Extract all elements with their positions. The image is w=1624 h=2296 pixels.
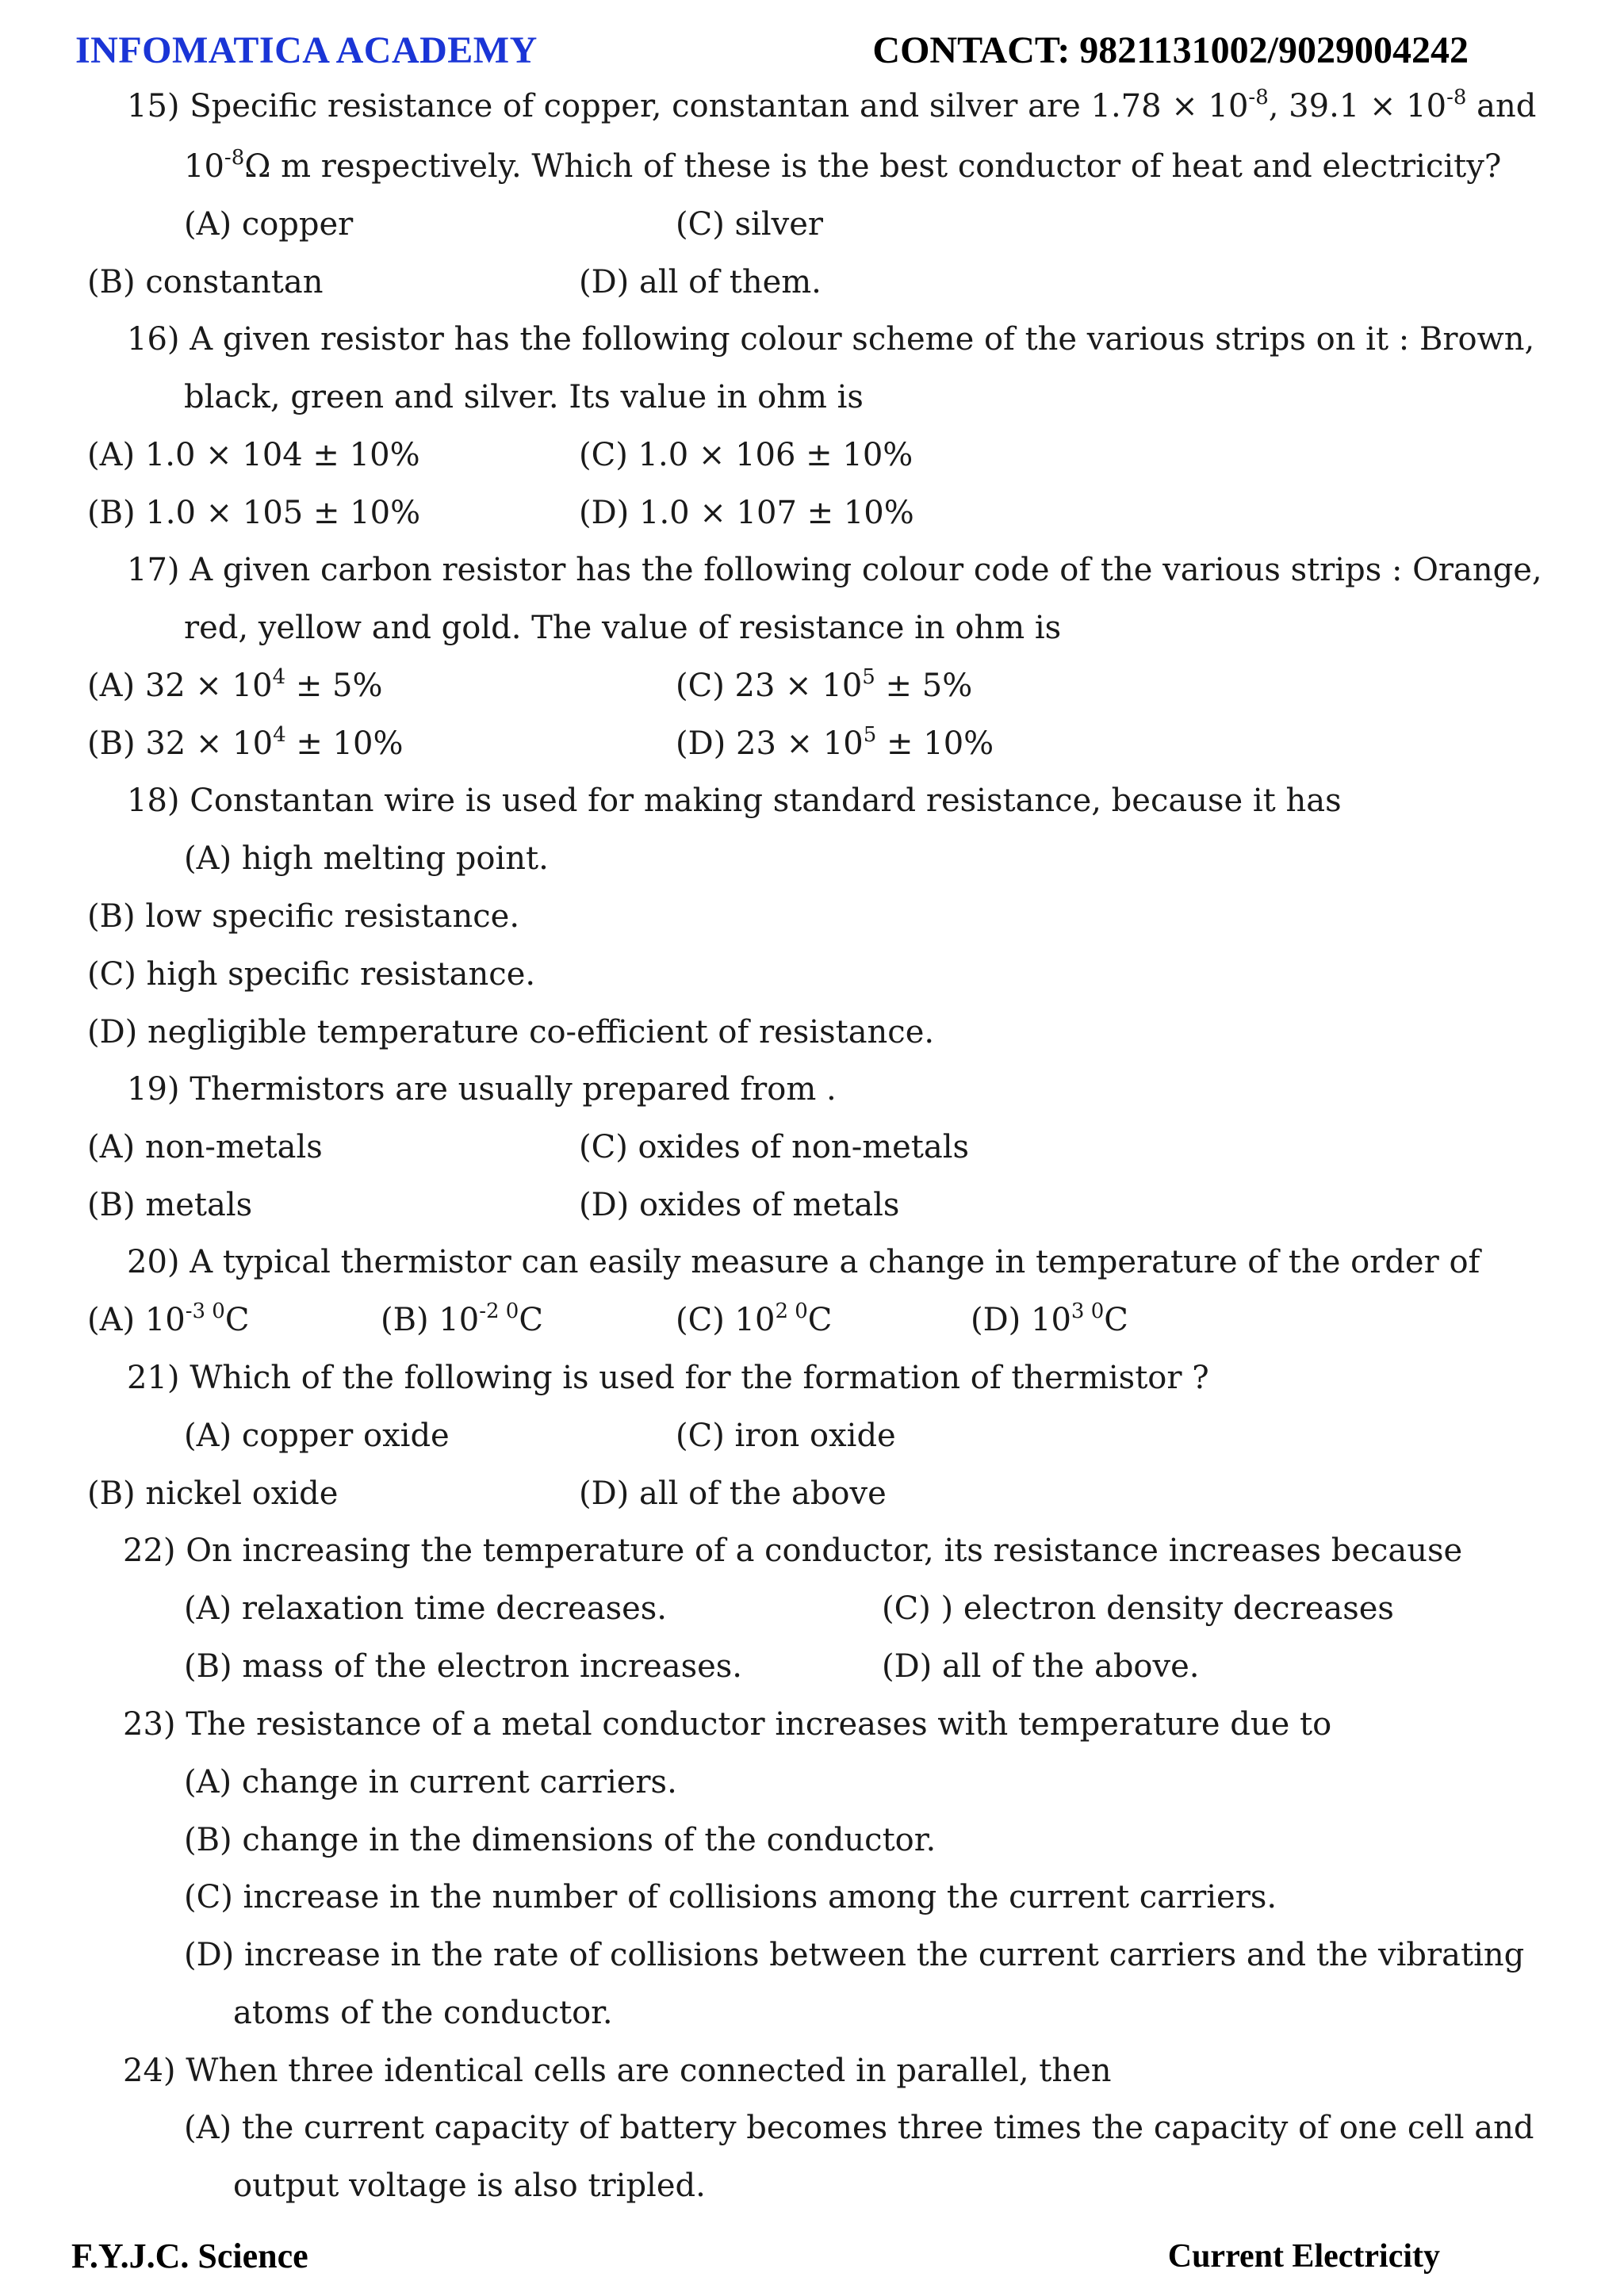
q24-line-1: 24) When three identical cells are connected in parallel, then: [123, 2053, 1112, 2089]
q17-text: ± 10%: [876, 725, 994, 762]
q19-option-c: (C) oxides of non-metals: [579, 1129, 970, 1165]
q21-option-d: (D) all of the above: [579, 1475, 887, 1512]
q15-option-d: (D) all of them.: [579, 264, 822, 300]
q23-line-1: 23) The resistance of a metal conductor increases with temperature due to: [123, 1706, 1332, 1743]
q20-text: (C) 10: [676, 1302, 776, 1338]
q16-option-d: (D) 1.0 × 107 ± 10%: [579, 495, 914, 531]
q20-text: C: [1104, 1302, 1128, 1338]
q22-option-a: (A) relaxation time decreases.: [184, 1590, 668, 1627]
q17-text: ± 5%: [875, 668, 973, 704]
contact-info: CONTACT: 9821131002/9029004242: [872, 29, 1469, 71]
q15-text: Ω m respectively. Which of these is the best conductor of heat and electricity?: [244, 148, 1502, 185]
q20-text: C: [519, 1302, 543, 1338]
q22-option-b: (B) mass of the electron increases.: [184, 1648, 743, 1685]
q21-option-c: (C) iron oxide: [676, 1418, 896, 1454]
q15-text: and: [1466, 88, 1537, 124]
q17-exp: 4: [273, 723, 286, 747]
q23-option-b: (B) change in the dimensions of the conductor.: [184, 1822, 936, 1858]
q20-text: C: [807, 1302, 833, 1338]
q18-option-b: (B) low specific resistance.: [87, 898, 520, 935]
q17-option-c: [676, 667, 972, 705]
q17-line-1: 17) A given carbon resistor has the following colour code of the various strips : Orange,: [127, 552, 1542, 588]
q24-option-a-line-2: output voltage is also tripled.: [233, 2168, 706, 2204]
q20-option-d: [971, 1301, 1128, 1339]
q20-option-a: [87, 1301, 249, 1339]
q20-text: (A) 10: [87, 1302, 186, 1338]
q17-exp: 5: [863, 723, 877, 747]
q15-exp: -8: [224, 146, 245, 170]
q20-text: (B) 10: [381, 1302, 480, 1338]
q15-option-c: (C) silver: [676, 206, 824, 243]
q23-option-d-line-1: (D) increase in the rate of collisions between the current carriers and the vibrating: [184, 1937, 1525, 1973]
q17-text: (A) 32 × 10: [87, 668, 273, 704]
q19-option-a: (A) non-metals: [87, 1129, 323, 1165]
q16-option-b: (B) 1.0 × 105 ± 10%: [87, 495, 421, 531]
q17-text: (C) 23 × 10: [676, 668, 863, 704]
q23-option-c: (C) increase in the number of collisions among the current carriers.: [184, 1879, 1277, 1915]
q21-option-b: (B) nickel oxide: [87, 1475, 339, 1512]
q17-text: (B) 32 × 10: [87, 725, 274, 762]
q21-line-1: 21) Which of the following is used for the formation of thermistor ?: [127, 1360, 1209, 1396]
q22-option-d: (D) all of the above.: [882, 1648, 1200, 1685]
q17-line-2: red, yellow and gold. The value of resistance in ohm is: [184, 610, 1062, 646]
academy-name: INFOMATICA ACADEMY: [75, 29, 538, 71]
q15-line-2: [184, 147, 1501, 186]
q24-option-a-line-1: (A) the current capacity of battery becomes three times the capacity of one cell and: [184, 2110, 1534, 2146]
q15-exp: -8: [1446, 86, 1467, 109]
q15-text: , 39.1 × 10: [1268, 88, 1447, 124]
q20-option-b: [381, 1301, 543, 1339]
q23-option-a: (A) change in current carriers.: [184, 1764, 677, 1800]
q22-line-1: 22) On increasing the temperature of a conductor, its resistance increases because: [123, 1533, 1463, 1569]
q15-line-1: [127, 87, 1536, 125]
q15-option-a: (A) copper: [184, 206, 354, 243]
q17-exp: 4: [272, 665, 286, 689]
q20-option-c: [676, 1301, 832, 1339]
q17-text: (D) 23 × 10: [676, 725, 864, 762]
q18-line-1: 18) Constantan wire is used for making standard resistance, because it has: [127, 783, 1342, 819]
q15-option-b: (B) constantan: [87, 264, 324, 300]
q16-line-2: black, green and silver. Its value in ohm is: [184, 379, 864, 415]
course-name: F.Y.J.C. Science: [71, 2237, 308, 2275]
chapter-name: Current Electricity: [1167, 2238, 1440, 2275]
q19-option-d: (D) oxides of metals: [579, 1187, 900, 1223]
q16-option-a: (A) 1.0 × 104 ± 10%: [87, 437, 420, 473]
q16-line-1: 16) A given resistor has the following colour scheme of the various strips on it : Brown,: [127, 321, 1535, 358]
q15-exp: -8: [1248, 86, 1269, 109]
q16-option-c: (C) 1.0 × 106 ± 10%: [579, 437, 914, 473]
q18-option-d: (D) negligible temperature co-efficient of resistance.: [87, 1014, 935, 1050]
q18-option-c: (C) high specific resistance.: [87, 956, 536, 993]
q17-option-b: [87, 725, 403, 763]
q17-exp: 5: [862, 665, 875, 689]
q20-exp: 3 0: [1071, 1299, 1105, 1323]
q22-option-c: (C) ) electron density decreases: [882, 1590, 1394, 1627]
q20-exp: -3 0: [185, 1299, 225, 1323]
q20-line-1: 20) A typical thermistor can easily measure a change in temperature of the order of: [127, 1244, 1480, 1280]
q19-option-b: (B) metals: [87, 1187, 253, 1223]
q23-option-d-line-2: atoms of the conductor.: [233, 1995, 613, 2031]
q20-exp: 2 0: [775, 1299, 808, 1323]
q20-exp: -2 0: [479, 1299, 519, 1323]
q19-line-1: 19) Thermistors are usually prepared from .: [127, 1071, 837, 1108]
q15-text: 15) Specific resistance of copper, constantan and silver are 1.78 × 10: [127, 88, 1249, 124]
q20-text: C: [224, 1302, 250, 1338]
q18-option-a: (A) high melting point.: [184, 840, 549, 877]
q17-text: ± 5%: [285, 668, 383, 704]
q20-text: (D) 10: [971, 1302, 1071, 1338]
q21-option-a: (A) copper oxide: [184, 1418, 450, 1454]
q17-option-d: [676, 725, 994, 763]
q17-option-a: [87, 667, 383, 705]
q15-text: 10: [184, 148, 224, 185]
q17-text: ± 10%: [285, 725, 404, 762]
